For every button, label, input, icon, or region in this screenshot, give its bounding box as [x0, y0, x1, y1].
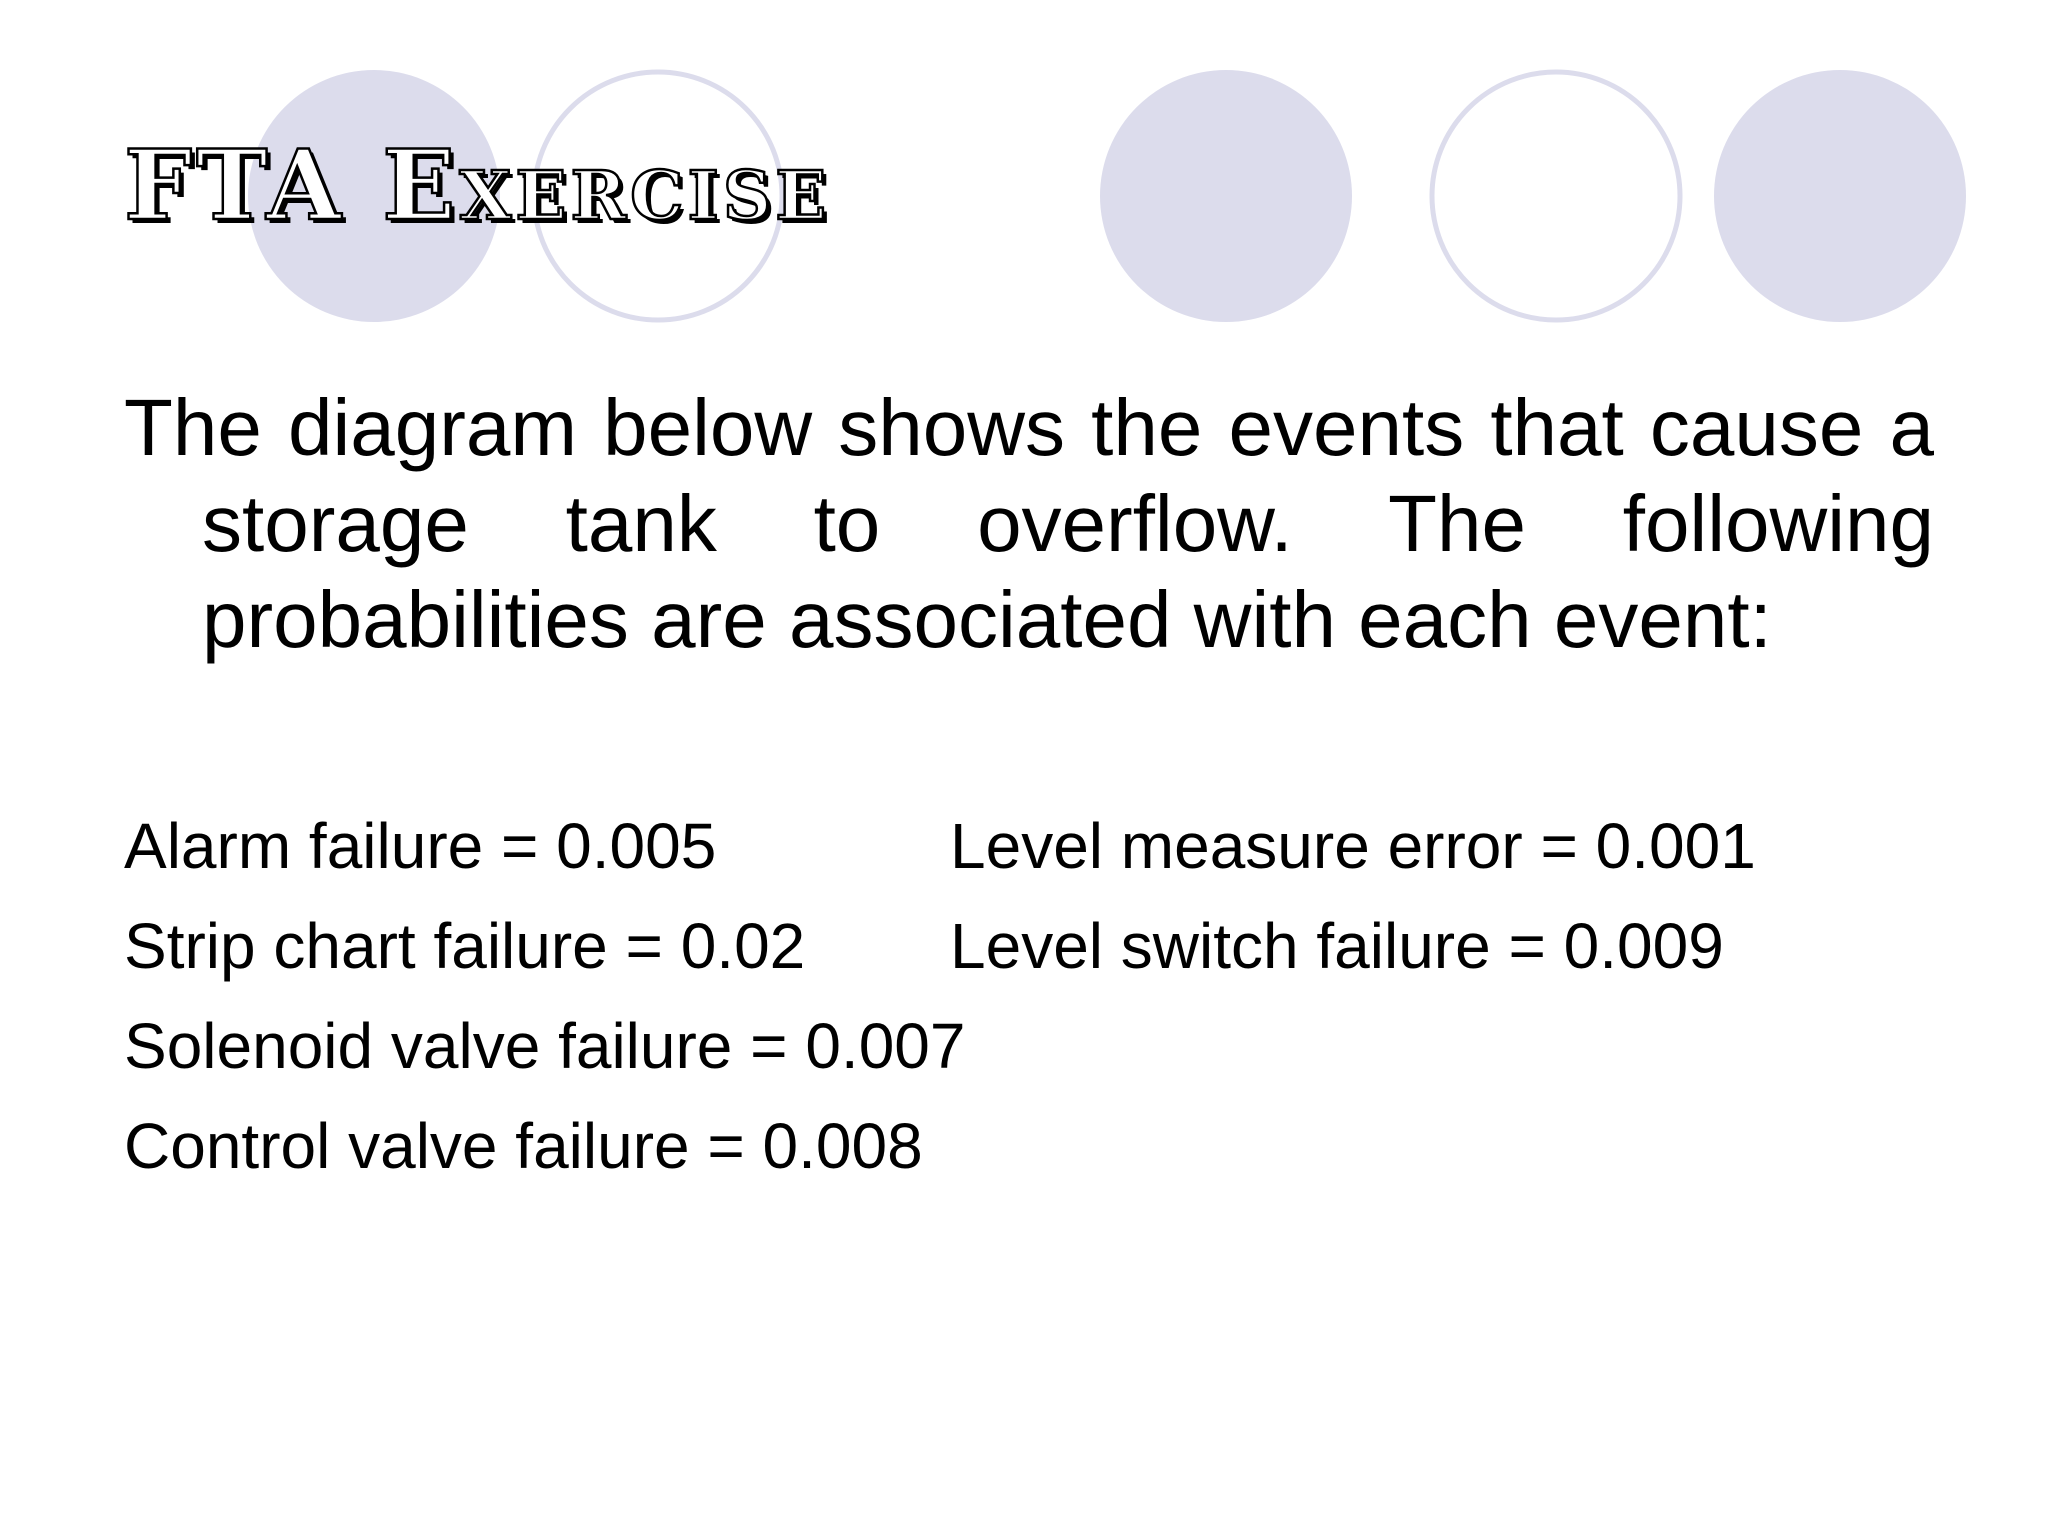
probability-solenoid-valve-failure: Solenoid valve failure = 0.007 [124, 1010, 966, 1082]
outline-circle-2 [1432, 72, 1680, 320]
probability-control-valve-failure: Control valve failure = 0.008 [124, 1110, 923, 1182]
intro-paragraph: The diagram below shows the events that cause a storage tank to overflow. The following probabilities are associated with each event: [124, 383, 1934, 664]
slide-title: FTA Exercise [124, 129, 831, 242]
probability-strip-chart-failure: Strip chart failure = 0.02 [124, 910, 806, 982]
filled-circle-3 [1714, 70, 1966, 322]
probability-level-measure-error: Level measure error = 0.001 [950, 810, 1756, 882]
probability-level-switch-failure: Level switch failure = 0.009 [950, 910, 1724, 982]
filled-circle-2 [1100, 70, 1352, 322]
probability-alarm-failure: Alarm failure = 0.005 [124, 810, 717, 882]
